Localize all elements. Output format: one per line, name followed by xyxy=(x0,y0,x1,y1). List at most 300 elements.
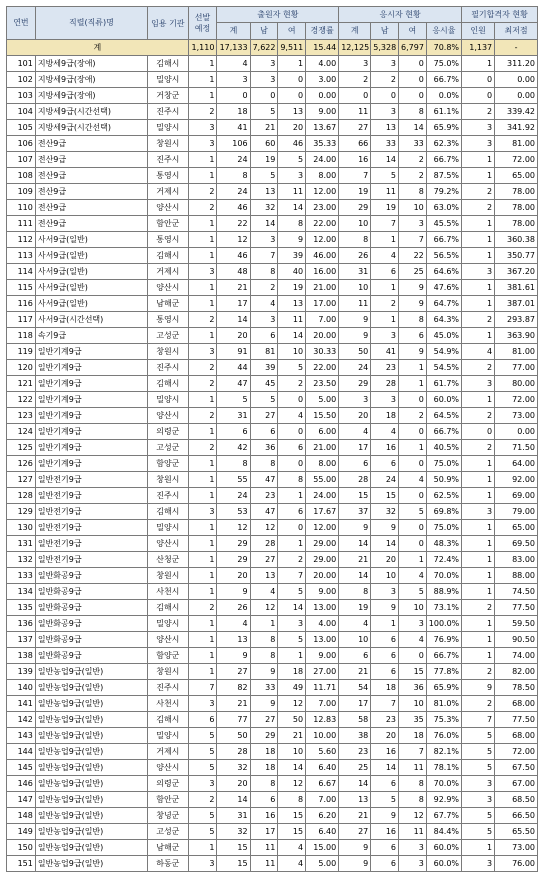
row-app-female: 15 xyxy=(278,824,306,840)
row-ratio: 46.00 xyxy=(306,248,339,264)
table-row xyxy=(7,824,538,840)
row-no: 126 xyxy=(7,456,36,472)
row-no: 114 xyxy=(7,264,36,280)
row-app-total: 22 xyxy=(217,216,250,232)
row-job: 일반전기9급 xyxy=(35,520,147,536)
row-pass-count: 1 xyxy=(462,488,495,504)
row-ratio: 23.00 xyxy=(306,200,339,216)
table-row xyxy=(7,776,538,792)
row-take-total: 3 xyxy=(339,56,371,72)
row-cutoff: 74.50 xyxy=(495,584,538,600)
row-no: 129 xyxy=(7,504,36,520)
row-ratio: 13.00 xyxy=(306,600,339,616)
row-pass-count: 1 xyxy=(462,520,495,536)
row-app-male: 39 xyxy=(250,360,278,376)
row-app-female: 11 xyxy=(278,184,306,200)
row-app-female: 39 xyxy=(278,248,306,264)
row-app-male: 21 xyxy=(250,120,278,136)
row-cutoff: 350.77 xyxy=(495,248,538,264)
row-take-male: 3 xyxy=(371,392,399,408)
row-plan: 1 xyxy=(188,392,217,408)
row-app-female: 15 xyxy=(278,808,306,824)
row-plan: 1 xyxy=(188,632,217,648)
row-no: 149 xyxy=(7,824,36,840)
row-app-male: 9 xyxy=(250,696,278,712)
row-cutoff: 387.01 xyxy=(495,296,538,312)
row-ratio: 27.00 xyxy=(306,664,339,680)
row-rate: 64.7% xyxy=(426,296,461,312)
row-ratio: 22.00 xyxy=(306,360,339,376)
total-rate: 70.8% xyxy=(426,40,461,56)
row-take-female: 9 xyxy=(399,344,427,360)
row-app-male: 7 xyxy=(250,248,278,264)
row-take-female: 10 xyxy=(399,696,427,712)
row-take-total: 10 xyxy=(339,216,371,232)
row-ratio: 6.20 xyxy=(306,808,339,824)
row-take-female: 1 xyxy=(399,552,427,568)
row-no: 127 xyxy=(7,472,36,488)
row-plan: 5 xyxy=(188,760,217,776)
row-pass-count: 2 xyxy=(462,600,495,616)
row-app-total: 31 xyxy=(217,808,250,824)
row-plan: 3 xyxy=(188,856,217,872)
row-agency: 밀양시 xyxy=(148,728,189,744)
row-ratio: 8.00 xyxy=(306,168,339,184)
row-take-female: 0 xyxy=(399,648,427,664)
row-take-female: 9 xyxy=(399,280,427,296)
row-ratio: 21.00 xyxy=(306,440,339,456)
row-app-female: 4 xyxy=(278,840,306,856)
row-take-female: 7 xyxy=(399,744,427,760)
row-pass-count: 2 xyxy=(462,696,495,712)
row-app-male: 11 xyxy=(250,856,278,872)
row-cutoff: 73.00 xyxy=(495,408,538,424)
row-app-female: 2 xyxy=(278,376,306,392)
table-row xyxy=(7,440,538,456)
row-plan: 3 xyxy=(188,776,217,792)
row-take-male: 16 xyxy=(371,824,399,840)
row-take-total: 50 xyxy=(339,344,371,360)
total-take-female: 6,797 xyxy=(399,40,427,56)
row-plan: 1 xyxy=(188,536,217,552)
header-takers: 응시자 현황 xyxy=(339,7,462,23)
row-no: 115 xyxy=(7,280,36,296)
row-job: 지방세9급(시간선택) xyxy=(35,120,147,136)
row-rate: 73.1% xyxy=(426,600,461,616)
row-app-male: 13 xyxy=(250,568,278,584)
row-app-total: 41 xyxy=(217,120,250,136)
row-take-total: 8 xyxy=(339,232,371,248)
row-job: 일반농업9급(일반) xyxy=(35,792,147,808)
row-plan: 3 xyxy=(188,504,217,520)
row-app-female: 18 xyxy=(278,664,306,680)
row-app-female: 5 xyxy=(278,632,306,648)
row-no: 109 xyxy=(7,184,36,200)
row-app-male: 6 xyxy=(250,792,278,808)
row-rate: 75.3% xyxy=(426,712,461,728)
row-no: 140 xyxy=(7,680,36,696)
row-take-male: 1 xyxy=(371,616,399,632)
row-rate: 47.6% xyxy=(426,280,461,296)
row-app-total: 9 xyxy=(217,648,250,664)
row-take-male: 3 xyxy=(371,328,399,344)
row-app-total: 4 xyxy=(217,56,250,72)
row-plan: 1 xyxy=(188,456,217,472)
row-app-male: 0 xyxy=(250,88,278,104)
table-row xyxy=(7,280,538,296)
row-rate: 66.7% xyxy=(426,72,461,88)
row-take-female: 4 xyxy=(399,472,427,488)
row-plan: 1 xyxy=(188,56,217,72)
row-cutoff: 67.50 xyxy=(495,760,538,776)
row-take-male: 6 xyxy=(371,264,399,280)
row-app-male: 11 xyxy=(250,840,278,856)
row-job: 전산9급 xyxy=(35,168,147,184)
row-agency: 밀양시 xyxy=(148,616,189,632)
row-app-total: 21 xyxy=(217,280,250,296)
table-row xyxy=(7,808,538,824)
row-no: 136 xyxy=(7,616,36,632)
row-no: 101 xyxy=(7,56,36,72)
row-pass-count: 3 xyxy=(462,264,495,280)
row-no: 135 xyxy=(7,600,36,616)
row-take-total: 19 xyxy=(339,184,371,200)
row-no: 130 xyxy=(7,520,36,536)
row-app-female: 12 xyxy=(278,776,306,792)
row-take-female: 8 xyxy=(399,104,427,120)
row-take-total: 9 xyxy=(339,328,371,344)
row-app-male: 3 xyxy=(250,72,278,88)
row-no: 150 xyxy=(7,840,36,856)
row-plan: 1 xyxy=(188,648,217,664)
row-pass-count: 5 xyxy=(462,728,495,744)
row-plan: 2 xyxy=(188,792,217,808)
row-app-female: 9 xyxy=(278,232,306,248)
row-pass-count: 1 xyxy=(462,552,495,568)
row-job: 일반화공9급 xyxy=(35,568,147,584)
row-pass-count: 3 xyxy=(462,792,495,808)
total-pass: 1,137 xyxy=(462,40,495,56)
table-row xyxy=(7,696,538,712)
row-plan: 1 xyxy=(188,584,217,600)
row-take-male: 32 xyxy=(371,504,399,520)
row-take-female: 12 xyxy=(399,808,427,824)
row-take-male: 33 xyxy=(371,136,399,152)
row-app-male: 81 xyxy=(250,344,278,360)
row-plan: 1 xyxy=(188,88,217,104)
row-plan: 1 xyxy=(188,232,217,248)
row-take-total: 3 xyxy=(339,392,371,408)
row-take-male: 6 xyxy=(371,664,399,680)
row-take-male: 20 xyxy=(371,552,399,568)
row-plan: 5 xyxy=(188,728,217,744)
row-pass-count: 1 xyxy=(462,280,495,296)
row-job: 일반농업9급(일반) xyxy=(35,808,147,824)
row-cutoff: 68.00 xyxy=(495,728,538,744)
row-take-total: 7 xyxy=(339,168,371,184)
row-plan: 3 xyxy=(188,264,217,280)
row-pass-count: 1 xyxy=(462,568,495,584)
row-no: 108 xyxy=(7,168,36,184)
row-no: 110 xyxy=(7,200,36,216)
row-no: 125 xyxy=(7,440,36,456)
row-cutoff: 72.00 xyxy=(495,152,538,168)
table-row xyxy=(7,376,538,392)
table-row xyxy=(7,264,538,280)
row-job: 전산9급 xyxy=(35,216,147,232)
row-agency: 양산시 xyxy=(148,760,189,776)
row-app-female: 14 xyxy=(278,760,306,776)
row-job: 일반농업9급(일반) xyxy=(35,824,147,840)
row-take-total: 29 xyxy=(339,376,371,392)
row-app-female: 1 xyxy=(278,536,306,552)
table-row xyxy=(7,168,538,184)
row-app-male: 8 xyxy=(250,456,278,472)
row-cutoff: 68.50 xyxy=(495,792,538,808)
row-plan: 3 xyxy=(188,120,217,136)
row-ratio: 24.00 xyxy=(306,488,339,504)
row-take-male: 5 xyxy=(371,792,399,808)
row-job: 일반기계9급 xyxy=(35,408,147,424)
row-take-male: 16 xyxy=(371,744,399,760)
row-take-male: 23 xyxy=(371,360,399,376)
row-app-total: 28 xyxy=(217,744,250,760)
table-row xyxy=(7,248,538,264)
row-app-male: 16 xyxy=(250,808,278,824)
row-take-male: 3 xyxy=(371,104,399,120)
row-app-male: 2 xyxy=(250,280,278,296)
row-rate: 66.7% xyxy=(426,648,461,664)
row-app-total: 46 xyxy=(217,248,250,264)
row-take-female: 1 xyxy=(399,360,427,376)
row-app-male: 13 xyxy=(250,184,278,200)
header-pass: 필기합격자 현황 xyxy=(462,7,538,23)
row-agency: 김해시 xyxy=(148,248,189,264)
row-no: 107 xyxy=(7,152,36,168)
row-ratio: 13.67 xyxy=(306,120,339,136)
row-app-male: 8 xyxy=(250,632,278,648)
row-app-male: 47 xyxy=(250,504,278,520)
row-app-female: 49 xyxy=(278,680,306,696)
row-take-total: 4 xyxy=(339,616,371,632)
row-take-total: 14 xyxy=(339,776,371,792)
table-row xyxy=(7,216,538,232)
row-job: 전산9급 xyxy=(35,184,147,200)
row-take-female: 0 xyxy=(399,456,427,472)
table-row xyxy=(7,360,538,376)
row-job: 일반화공9급 xyxy=(35,600,147,616)
row-app-total: 6 xyxy=(217,424,250,440)
row-app-male: 12 xyxy=(250,600,278,616)
row-app-female: 6 xyxy=(278,440,306,456)
row-rate: 75.0% xyxy=(426,520,461,536)
row-job: 일반농업9급(일반) xyxy=(35,744,147,760)
row-app-female: 21 xyxy=(278,728,306,744)
row-rate: 54.9% xyxy=(426,344,461,360)
row-app-male: 36 xyxy=(250,440,278,456)
table-row xyxy=(7,136,538,152)
row-job: 일반농업9급(일반) xyxy=(35,760,147,776)
row-take-female: 2 xyxy=(399,408,427,424)
row-app-female: 0 xyxy=(278,392,306,408)
row-job: 일반전기9급 xyxy=(35,552,147,568)
row-agency: 함안군 xyxy=(148,216,189,232)
row-take-female: 0 xyxy=(399,520,427,536)
row-app-total: 29 xyxy=(217,552,250,568)
row-take-total: 27 xyxy=(339,824,371,840)
row-take-female: 10 xyxy=(399,600,427,616)
row-job: 일반기계9급 xyxy=(35,456,147,472)
row-no: 122 xyxy=(7,392,36,408)
row-app-male: 12 xyxy=(250,520,278,536)
row-no: 143 xyxy=(7,728,36,744)
table-row xyxy=(7,472,538,488)
row-agency: 창원시 xyxy=(148,136,189,152)
total-plan: 1,110 xyxy=(188,40,217,56)
row-agency: 창원시 xyxy=(148,568,189,584)
row-plan: 1 xyxy=(188,328,217,344)
row-take-male: 5 xyxy=(371,168,399,184)
row-rate: 75.0% xyxy=(426,456,461,472)
row-agency: 창원시 xyxy=(148,344,189,360)
row-job: 전산9급 xyxy=(35,200,147,216)
row-app-male: 27 xyxy=(250,712,278,728)
row-app-female: 0 xyxy=(278,72,306,88)
row-app-female: 12 xyxy=(278,696,306,712)
row-ratio: 11.71 xyxy=(306,680,339,696)
table-row xyxy=(7,312,538,328)
row-take-total: 17 xyxy=(339,696,371,712)
row-app-total: 46 xyxy=(217,200,250,216)
row-job: 일반농업9급(일반) xyxy=(35,728,147,744)
row-cutoff: 72.00 xyxy=(495,392,538,408)
row-pass-count: 0 xyxy=(462,72,495,88)
row-job: 사서9급(일반) xyxy=(35,248,147,264)
row-ratio: 22.00 xyxy=(306,216,339,232)
row-rate: 76.9% xyxy=(426,632,461,648)
row-take-male: 4 xyxy=(371,248,399,264)
row-no: 103 xyxy=(7,88,36,104)
table-row xyxy=(7,616,538,632)
row-take-total: 4 xyxy=(339,424,371,440)
row-agency: 남해군 xyxy=(148,296,189,312)
row-rate: 64.6% xyxy=(426,264,461,280)
row-app-total: 15 xyxy=(217,840,250,856)
row-app-male: 14 xyxy=(250,216,278,232)
row-take-total: 24 xyxy=(339,360,371,376)
row-app-female: 10 xyxy=(278,344,306,360)
row-job: 일반기계9급 xyxy=(35,344,147,360)
row-ratio: 12.83 xyxy=(306,712,339,728)
row-agency: 진주시 xyxy=(148,680,189,696)
row-app-female: 6 xyxy=(278,504,306,520)
row-take-female: 5 xyxy=(399,584,427,600)
row-pass-count: 1 xyxy=(462,296,495,312)
row-take-male: 1 xyxy=(371,280,399,296)
table-row xyxy=(7,536,538,552)
row-take-male: 6 xyxy=(371,776,399,792)
row-agency: 거창군 xyxy=(148,88,189,104)
row-pass-count: 2 xyxy=(462,184,495,200)
row-agency: 함안군 xyxy=(148,792,189,808)
row-job: 사서9급(일반) xyxy=(35,296,147,312)
row-app-female: 5 xyxy=(278,360,306,376)
row-app-male: 5 xyxy=(250,168,278,184)
row-take-male: 6 xyxy=(371,456,399,472)
total-label: 계 xyxy=(7,40,189,56)
row-take-total: 2 xyxy=(339,72,371,88)
row-app-total: 91 xyxy=(217,344,250,360)
row-ratio: 0.00 xyxy=(306,88,339,104)
row-take-female: 15 xyxy=(399,664,427,680)
row-take-male: 9 xyxy=(371,520,399,536)
row-app-total: 20 xyxy=(217,568,250,584)
row-pass-count: 1 xyxy=(462,632,495,648)
row-plan: 1 xyxy=(188,168,217,184)
row-agency: 의령군 xyxy=(148,424,189,440)
row-cutoff: 77.00 xyxy=(495,360,538,376)
row-take-female: 0 xyxy=(399,88,427,104)
row-cutoff: 381.61 xyxy=(495,280,538,296)
row-take-total: 23 xyxy=(339,744,371,760)
row-app-total: 29 xyxy=(217,536,250,552)
row-no: 111 xyxy=(7,216,36,232)
row-job: 지방세9급(장애) xyxy=(35,56,147,72)
table-row xyxy=(7,648,538,664)
row-ratio: 20.00 xyxy=(306,568,339,584)
row-take-total: 29 xyxy=(339,200,371,216)
row-job: 일반화공9급 xyxy=(35,632,147,648)
subheader-take-total: 계 xyxy=(339,23,371,40)
row-take-female: 8 xyxy=(399,792,427,808)
row-app-male: 3 xyxy=(250,56,278,72)
row-app-female: 20 xyxy=(278,120,306,136)
row-app-female: 3 xyxy=(278,616,306,632)
row-no: 118 xyxy=(7,328,36,344)
row-take-total: 6 xyxy=(339,648,371,664)
row-pass-count: 3 xyxy=(462,136,495,152)
table-row xyxy=(7,840,538,856)
row-ratio: 6.00 xyxy=(306,424,339,440)
row-ratio: 17.00 xyxy=(306,296,339,312)
row-take-female: 3 xyxy=(399,616,427,632)
row-pass-count: 1 xyxy=(462,328,495,344)
row-app-total: 50 xyxy=(217,728,250,744)
header-job: 직렬(직류)명 xyxy=(35,7,147,40)
header-no: 연번 xyxy=(7,7,36,40)
row-app-female: 8 xyxy=(278,792,306,808)
row-agency: 고성군 xyxy=(148,824,189,840)
row-no: 102 xyxy=(7,72,36,88)
header-plan: 선발 예정 xyxy=(188,7,217,40)
row-take-total: 21 xyxy=(339,808,371,824)
row-agency: 산청군 xyxy=(148,552,189,568)
row-job: 일반농업9급(일반) xyxy=(35,856,147,872)
table-row xyxy=(7,600,538,616)
row-pass-count: 9 xyxy=(462,680,495,696)
row-job: 사서9급(일반) xyxy=(35,264,147,280)
row-cutoff: 88.00 xyxy=(495,568,538,584)
row-ratio: 7.00 xyxy=(306,696,339,712)
row-cutoff: 92.00 xyxy=(495,472,538,488)
row-cutoff: 59.50 xyxy=(495,616,538,632)
row-app-male: 8 xyxy=(250,264,278,280)
row-no: 106 xyxy=(7,136,36,152)
row-take-male: 2 xyxy=(371,72,399,88)
row-app-total: 53 xyxy=(217,504,250,520)
row-pass-count: 1 xyxy=(462,472,495,488)
row-agency: 양산시 xyxy=(148,536,189,552)
